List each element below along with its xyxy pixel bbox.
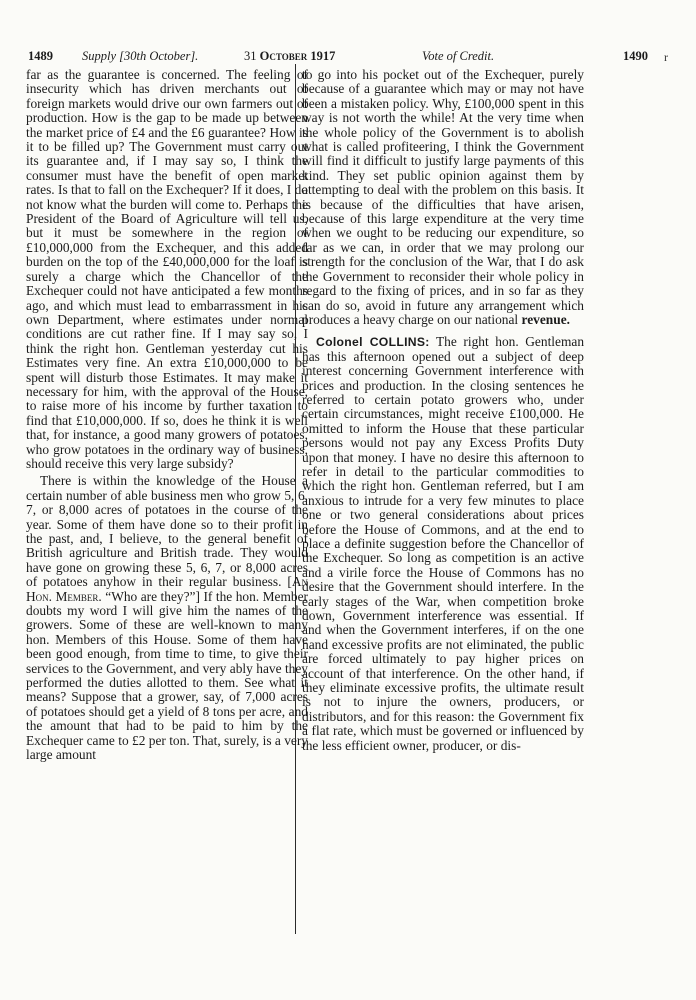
- margin-mark: r: [664, 50, 668, 64]
- right-paragraph-1: [302, 68, 584, 327]
- left-paragraph-2: [26, 474, 308, 762]
- left-paragraph-2-text-a: There is within the knowledge of the House a certain number of able business men who grow 5, 6, 7, or 8,000 acres of potatoes in the course of the year. Some of them have done so to their profit in the past, and, I believe, to the general benefit of British agriculture and British trade. They would have gone on growing these 5, 6, 7, or 8,000 acres of potatoes anyhow in their regular business. [: [26, 473, 308, 590]
- collins-speech: [302, 335, 584, 753]
- right-page-number: 1490: [623, 49, 648, 63]
- running-date-month-year: October 1917: [259, 49, 336, 63]
- collins-speech-text: The right hon. Gentleman has this afternoon opened out a subject of deep interest concerning Government interference with prices and production. In the closing sentences he referred to certain potato growers who, under certain circumstances, might receive £100,000. He omitted to inform the House that these particular persons would not pay any Excess Profits Duty upon that money. I have no desire this afternoon to refer in detail to the particular commodities to which the right hon. Gentleman referred, but I am anxious to intrude for a very few minutes to place one or two general considerations about prices before the House of Commons, and at the end to place a definite suggestion before the Chancellor of the Exchequer. So long as competition is an active and a virile force the House of Commons has no desire that the Government should interfere. In the early stages of the War, when competition broke down, Government interference was essential. If and when the Government interferes, if on the one hand excessive profits are not eliminated, the public are forced ultimately to pay higher prices on account of that interference. On the other hand, if they eliminate excessive profits, the ultimate result is not to injure the owners, producers, or distributors, and for this reason: the Government fix a flat rate, which must be governed or influenced by the less efficient owner, producer, or dis-: [302, 334, 585, 753]
- right-paragraph-1-tail: revenue.: [521, 311, 570, 327]
- right-column: [302, 68, 584, 753]
- running-date-day: 31: [244, 49, 257, 63]
- left-paragraph-1: far as the guarantee is concerned. The feeling of insecurity which has driven merchants out of foreign markets would drive our own farmers out of production. How is the gap to be made up between the market price of £4 and the £6 guarantee? How is it to be filled up? The Government must carry out its guarantee and, if I may say so, I think the consumer must have the benefit of open market rates. Is that to fall on the Exchequer? If it does, I do not know what the burden will come to. Perhaps the President of the Board of Agriculture will tell us, but it must be somewhere in the region of £10,000,000 from the Exchequer, and this added burden on the top of the £40,000,000 for the loaf is surely a charge which the Chancellor of the Exchequer could not have anticipated a few months ago, and which must lead to embarrassment in his own Department, where estimates under normal conditions are cut rather fine. If I may say so, I think the right hon. Gentleman yesterday cut his Estimates very fine. An extra £10,000,000 to be spent will disturb those Estimates. It may make it necessary for him, with the approval of the House, to raise more of his income by further taxation to find that £10,000,000. If so, does he think it is well that, for instance, a good many growers of potatoes, who grow potatoes in the ordinary way of business, should receive this very large subsidy?: [26, 67, 308, 471]
- interjection-hon-member: An Hon. Member.: [26, 574, 308, 604]
- right-paragraph-1-text: to go into his pocket out of the Exchequer, purely because of a guarantee which may or may not have been a mistaken policy. Why, £100,000 spent in this way is not worth the while! At the very time when the whole policy of the Government is to abolish what is called profiteering, I think the Government will find it difficult to justify large payments of this kind. They set public opinion against them by attempting to deal with the problem on this basis. It is because of the difficulties that have arisen, because of this large expenditure at the very time when we ought to be reducing our expenditure, so far as we can, in order that we may prolong our strength for the conclusion of the War, that I do ask the Government to reconsider their whole policy in regard to the fixing of prices, and in so far as they can do so, avoid in future any arrangement which produces a heavy charge on our national: [302, 67, 584, 327]
- left-page-number: 1489: [28, 49, 53, 63]
- left-paragraph-2-text-b: “Who are they?”] If the hon. Member doubts my word I will give him the names of the growers. Some of these are well-known to many hon. Members of this House. Some of them have been good enough, from time to time, to give their services to the Government, and very ably have they performed the duties allotted to them. See what it means? Suppose that a grower, say, of 7,000 acres of potatoes should get a yield of 8 tons per acre, and the amount that had to be paid to him by the Exchequer came to £2 per ton. That, surely, is a very large amount: [26, 588, 308, 763]
- running-date: [244, 46, 335, 66]
- left-running-title: Supply [30th October].: [82, 49, 199, 63]
- left-column: [26, 68, 308, 763]
- right-running-title: Vote of Credit.: [422, 49, 495, 63]
- running-head: [28, 46, 648, 66]
- speaker-name: Colonel COLLINS:: [316, 335, 430, 350]
